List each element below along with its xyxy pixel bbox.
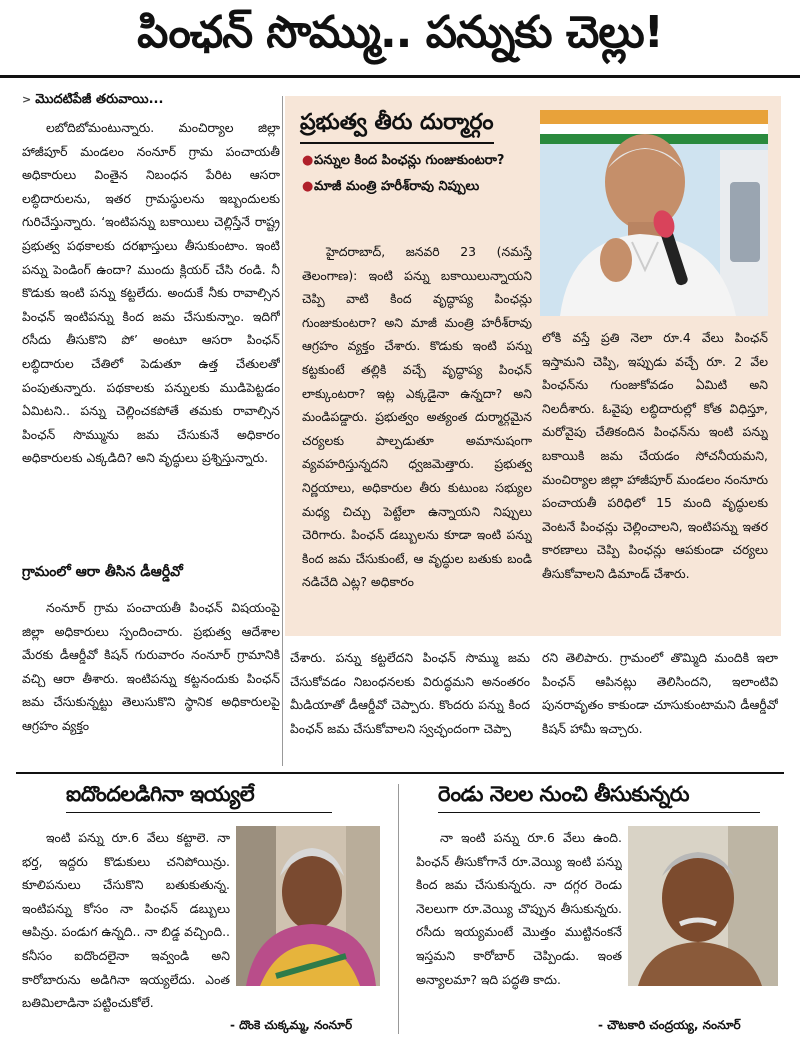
box-text-a: హైదరాబాద్, జనవరి 23 (నమస్తే తెలంగాణ): ఇంటి పన్ను బకాయిలున్నాయని చెప్పి వాటి కింద వృద్ధాప్య పింఛన్లు గుంజుకుంటరా? అని మాజీ మంత్రి హరీశ్‌రావు ఆగ్రహం వ్యక్తం చేశారు. కొడుకు ఇంటి పన్ను కట్టకుంటే తల్లికి వచ్చే వృద్ధాప్య పింఛన్ లాక్కుంటరా? ఇట్ల ఎక్కడైనా ఉన్నదా? అని మండిపడ్డారు. ప్రభుత్వం అత్యంత దుర్మార్గమైన చర్యలకు పాల్పడుతూ అమానుషంగా వ్యవహరిస్తున్నదని ధ్వజమెత్తారు. ప్రభుత్వ నిర్ణయాలు, అధికారుల తీరు కుటుంబ సభ్యుల మధ్య చిచ్చు పెట్టేలా ఉన్నాయని నిప్పులు చెరిగారు. పింఛన్ డబ్బులను కూడా ఇంటి పన్ను కింద జమ చేసుకుంటే, ఆ వృద్ధుల బతుకు బండి నడిచేది ఎట్ల? అధికారం (302, 244, 532, 590)
harish-rao-photo (540, 110, 768, 316)
bottom-divider (398, 784, 399, 1034)
box-bullet-2 (302, 176, 532, 198)
story2-text (416, 826, 622, 1012)
left-subhead: గ్రామంలో ఆరా తీసిన డీఆర్డీవో (22, 564, 183, 580)
kicker (22, 92, 163, 110)
box-column-a (302, 240, 532, 640)
bullet-text-2: మాజీ మంత్రి హరీశ్‌రావు నిప్పులు (314, 179, 480, 194)
middle-continuation-text: చేశారు. పన్ను కట్టలేదని పింఛన్ సొమ్ము జమ చేసుకోవడం నిబంధనలకు విరుద్ధమని అనంతరం మీడియాతో డీఆర్డీవో చెప్పారు. కొందరు పన్ను కింద పింఛన్ జమ చేసుకోవాలని స్వచ్ఛందంగా చెప్పా (290, 650, 530, 736)
kicker-text: మొదటిపేజీ తరువాయి... (35, 92, 164, 107)
story1-text (22, 826, 230, 1012)
story1-headline: ఐదొందలడిగినా ఇయ్యలే (66, 782, 255, 806)
bullet-icon: ● (302, 153, 314, 168)
column-divider (282, 96, 283, 766)
box-text-b: లోకి వస్తే ప్రతి నెలా రూ.4 వేలు పింఛన్ ఇస్తామని చెప్పి, ఇప్పుడు వచ్చే రూ. 2 వేల పింఛన్‌ను గుంజుకోవడం ఏమిటి అని నిలదీశారు. ఓవైపు లబ్ధిదారుల్లో కోత విధిస్తూ, మరోవైపు చేతికందిన పింఛన్‌ను ఇంటి పన్ను బకాయికి జమ చేయడం సోచనీయమని, మంచిర్యాల జిల్లా హాజీపూర్ మండలం నంనూరు పంచాయతీ పరిధిలో 15 మంది వృద్ధులకు వెంటనే పింఛన్లు చెల్లించాలని, ఇంటిపన్ను ఇతర కారణాలు చెప్పి పింఛన్లు ఆపకుండా చర్యలు తీసుకోవాలని డిమాండ్ చేశారు. (542, 330, 768, 581)
right-continuation-text: రని తెలిపారు. గ్రామంలో తొమ్మిది మందికి ఇలా పింఛన్ ఆపినట్లు తెలిసిందని, ఇలాంటివి పునరావృతం కాకుండా చూసుకుంటామని డీఆర్డీవో కిషన్ హామీ ఇచ్చారు. (542, 650, 778, 736)
woman-photo (236, 826, 380, 986)
man-photo (628, 826, 778, 986)
box-headline: ప్రభుత్వ తీరు దుర్మార్గం (300, 110, 494, 144)
story2-paragraph: నా ఇంటి పన్ను రూ.6 వేలు ఉంది. పింఛన్ తీసుకోగానే రూ.వెయ్యి ఇంటి పన్ను కింద జమ చేసుకున్నరు. నా దగ్గర రెండు నెలలుగా రూ.వెయ్యి చొప్పున తీసుకున్నరు. రసీదు ఇయ్యమంటే మొత్తం ముట్టినంకనే ఇస్తమని కారోబార్ చెప్పిండు. ఇంత అన్యాలమా? ఇది పద్ధతి కాదు. (416, 830, 622, 987)
story2-underline (438, 812, 760, 813)
story1-underline (66, 812, 332, 813)
left-column-text-2: నంనూర్ గ్రామ పంచాయతీ పింఛన్ విషయంపై జిల్లా అధికారులు స్పందించారు. ప్రభుత్వ ఆదేశాల మేరకు డీఆర్డీవో కిషన్ గురువారం నంనూర్ గ్రామానికి వచ్చి ఆరా తీశారు. ఇంటిపన్ను కట్టనందుకు పింఛన్ జమ చేసుకున్నట్టు తెలుసుకొని స్థానిక అధికారులపై ఆగ్రహం వ్యక్తం (22, 600, 280, 733)
section-divider (16, 772, 784, 774)
story2-headline: రెండు నెలల నుంచి తీసుకున్నరు (438, 782, 689, 806)
story2-signature: - చౌటకారి చంద్రయ్య, నంనూర్ (598, 1018, 741, 1032)
left-column-para1 (22, 116, 280, 556)
left-column-para2 (22, 596, 280, 762)
arrow-icon: > (22, 93, 32, 106)
right-column-continuation (542, 646, 778, 766)
middle-column-continuation (290, 646, 530, 766)
bullet-text-1: పన్నుల కింద పింఛన్లు గుంజుకుంటరా? (314, 153, 505, 168)
headline: పింఛన్ సొమ్ము.. పన్నుకు చెల్లు! (0, 0, 800, 78)
box-column-b (542, 326, 768, 636)
box-bullet-1 (302, 150, 532, 172)
story1-paragraph: ఇంటి పన్ను రూ.6 వేలు కట్టాలె. నా భర్త, ఇద్దరు కొడుకులు చనిపోయిన్రు. కూలిపనులు చేసుకొని బతుకుతున్న. ఇంటిపన్ను కోసం నా పింఛన్ డబ్బులు ఆపిన్రు. పండుగ ఉన్నది.. నా బిడ్డ వచ్చింది.. కనీసం ఐదొందలైనా ఇవ్వండి అని కారోబారును అడిగినా ఇయ్యలేదు. ఎంత బతిమిలాడినా పట్టించుకోలే. (22, 830, 230, 1011)
story1-signature: - దొంకె చుక్కమ్మ, నంనూర్ (230, 1018, 353, 1032)
left-column-text-1: లబోదిబోమంటున్నారు. మంచిర్యాల జిల్లా హాజీపూర్ మండలం నంనూర్ గ్రామ పంచాయతీ అధికారులు వింతైన నిబంధన పేరిట ఆసరా లబ్ధిదారులను, ఇతర గ్రామస్థులను ఇబ్బందులకు గురిచేస్తున్నారు. ‘ఇంటిపన్ను బకాయిలు చెల్లిస్తేనే రాష్ట్ర ప్రభుత్వ పథకాలకు దరఖాస్తులు తీసుకుంటాం. ఇంటి పన్ను పెండింగ్ ఉందా? ముందు క్లియర్ చేసి రండి. నీ కొడుకు ఇంటి పన్ను కట్టలేదు. అందుకే నీకు రావాల్సిన పింఛన్ ఇంటిపన్ను కింద జమ చేసుకున్నాం. ఇదిగో రసీదు తీసుకొని పో’ అంటూ ఆసరా పింఛన్ లబ్ధిదారుల చేతిలో పెడుతూ ఉత్త చేతులతో పంపుతున్నారు. పథకాలకు పన్నులకు ముడిపెట్టడం ఏమిటని.. పన్ను చెల్లించకపోతే తమకు రావాల్సిన పింఛన్ సొమ్మును జమ చేసుకునే అధికారం అధికారులకు ఎక్కడిది? అని వృద్ధులు ప్రశ్నిస్తున్నారు. (22, 120, 280, 466)
bullet-icon: ● (302, 179, 314, 194)
box-bullets (302, 150, 532, 202)
